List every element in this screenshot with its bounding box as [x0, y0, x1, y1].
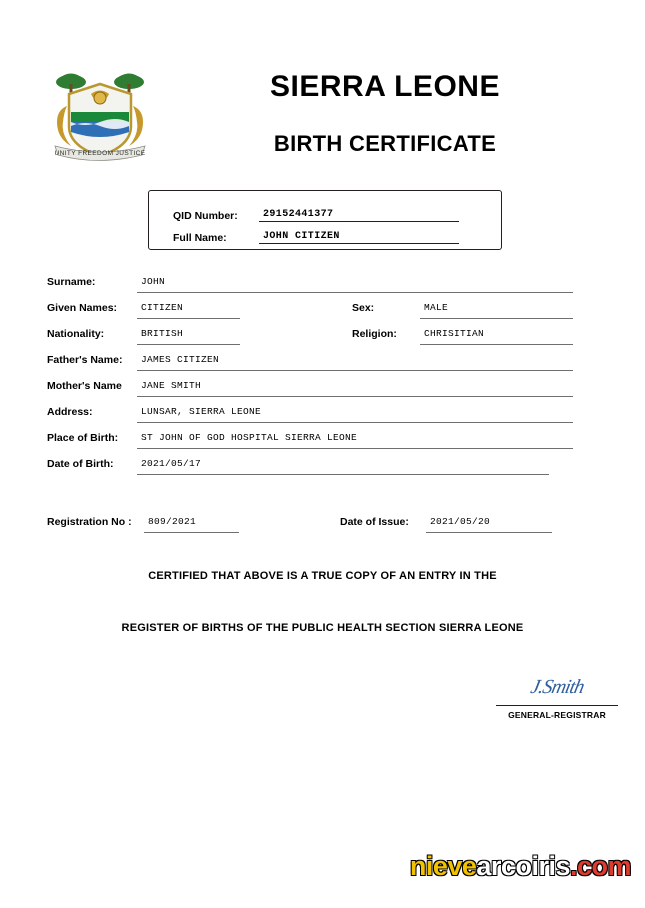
field-row-date-of-birth — [0, 454, 645, 480]
certification-line-2: REGISTER OF BIRTHS OF THE PUBLIC HEALTH SECTION SIERRA LEONE — [121, 622, 524, 634]
surname-value: JOHN — [137, 276, 573, 293]
signature-caption: GENERAL-REGISTRAR — [508, 710, 606, 720]
given-names-label: Given Names: — [47, 302, 118, 314]
watermark-part-2: arcoiris — [476, 851, 570, 881]
qid-number-label: QID Number: — [173, 210, 238, 222]
father-name-label: Father's Name: — [47, 354, 123, 366]
full-name-row — [173, 224, 459, 244]
date-of-issue-label: Date of Issue: — [340, 516, 409, 528]
religion-label: Religion: — [352, 328, 397, 340]
qid-number-value: 29152441377 — [259, 209, 459, 222]
signature-mark: J.Smith — [528, 676, 586, 698]
nationality-value: BRITISH — [137, 328, 240, 345]
field-row-place-of-birth — [0, 428, 645, 454]
address-label: Address: — [47, 406, 93, 418]
registration-no-label: Registration No : — [47, 516, 132, 528]
qid-box — [148, 190, 502, 250]
signature-line — [496, 704, 618, 706]
sierra-leone-coat-of-arms-icon — [47, 60, 153, 166]
sex-label: Sex: — [352, 302, 375, 314]
document-header — [0, 52, 645, 172]
site-watermark — [410, 851, 631, 882]
field-row-father-name — [0, 350, 645, 376]
watermark-part-3: .com — [569, 851, 631, 881]
surname-label: Surname: — [47, 276, 96, 288]
sex-value: MALE — [420, 302, 573, 319]
field-row-surname — [0, 272, 645, 298]
father-name-value: JAMES CITIZEN — [137, 354, 573, 371]
date-of-birth-value: 2021/05/17 — [137, 458, 549, 475]
full-name-label: Full Name: — [173, 232, 227, 244]
signature-block — [496, 672, 618, 720]
field-row-address — [0, 402, 645, 428]
svg-text:UNITY FREEDOM JUSTICE: UNITY FREEDOM JUSTICE — [54, 150, 146, 157]
address-value: LUNSAR, SIERRA LEONE — [137, 406, 573, 423]
qid-number-row — [173, 202, 459, 222]
registration-no-value: 809/2021 — [144, 516, 239, 533]
fields-section — [0, 272, 645, 480]
field-row-mother-name — [0, 376, 645, 402]
certification-line-1: CERTIFIED THAT ABOVE IS A TRUE COPY OF AN ENTRY IN THE — [148, 570, 497, 582]
field-row-given-names — [0, 298, 645, 324]
mother-name-label: Mother's Name — [47, 380, 122, 392]
place-of-birth-value: ST JOHN OF GOD HOSPITAL SIERRA LEONE — [137, 432, 573, 449]
nationality-label: Nationality: — [47, 328, 105, 340]
registration-row — [0, 512, 645, 538]
given-names-value: CITIZEN — [137, 302, 240, 319]
country-title: SIERRA LEONE — [270, 70, 500, 103]
document-title: BIRTH CERTIFICATE — [273, 131, 497, 156]
full-name-value: JOHN CITIZEN — [259, 231, 459, 244]
place-of-birth-label: Place of Birth: — [47, 432, 119, 444]
mother-name-value: JANE SMITH — [137, 380, 573, 397]
religion-value: CHRISITIAN — [420, 328, 573, 345]
date-of-birth-label: Date of Birth: — [47, 458, 114, 470]
date-of-issue-value: 2021/05/20 — [426, 516, 552, 533]
field-row-nationality — [0, 324, 645, 350]
watermark-part-1: nieve — [409, 851, 477, 881]
title-block — [175, 70, 595, 157]
